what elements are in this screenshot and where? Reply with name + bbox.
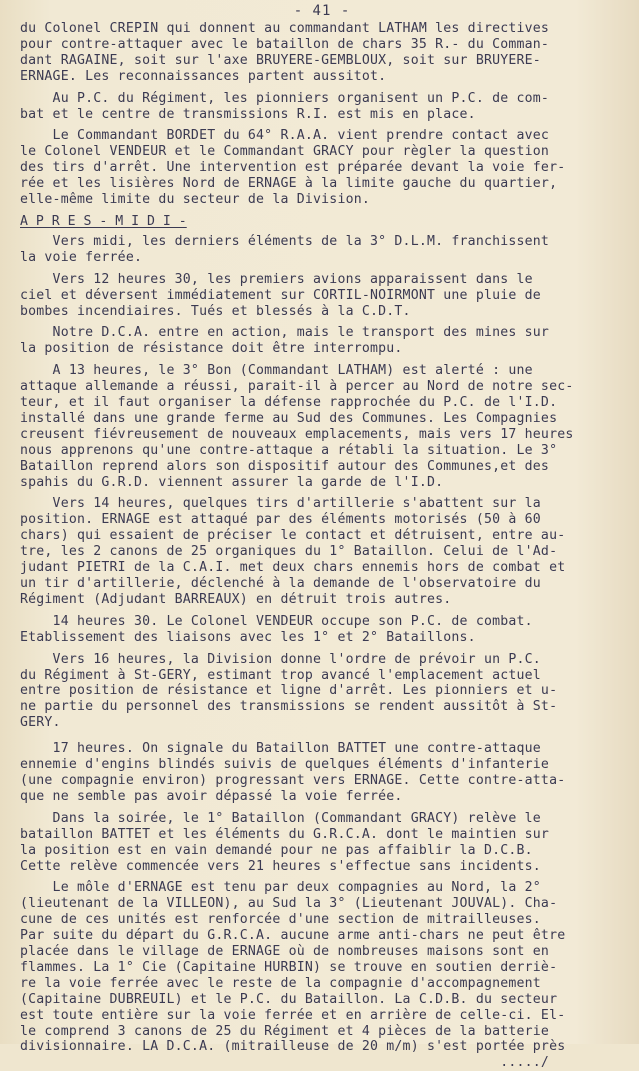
text-line: A 13 heures, le 3° Bon (Commandant LATHAM) est alerté : une bbox=[20, 363, 533, 379]
text-line: ciel et déversent immédiatement sur CORTIL-NOIRMONT une pluie de bbox=[20, 287, 541, 303]
text-line: ennemie d'engins blindés suivis de quelques éléments d'infanterie bbox=[20, 757, 550, 773]
text-line: flammes. La 1° Cie (Capitaine HURBIN) se trouve en soutien derriè- bbox=[20, 959, 558, 975]
text-line: des tirs d'arrêt. Une intervention est préparée devant la voie fer- bbox=[20, 160, 566, 176]
text-line: Vers 12 heures 30, les premiers avions apparaissent dans le bbox=[20, 271, 533, 287]
text-line: Etablissement des liaisons avec les 1° et 2° Bataillons. bbox=[20, 629, 476, 645]
text-line: est toute entière sur la voie ferrée et en arrière de celle-ci. El- bbox=[20, 1007, 566, 1023]
text-line: re la voie ferrée avec le reste de la compagnie d'accompagnement bbox=[20, 975, 541, 991]
section-heading: A P R E S - M I D I - bbox=[20, 213, 187, 229]
page-number: - 41 - bbox=[293, 3, 351, 19]
paragraph bbox=[20, 128, 624, 208]
text-line: la position de résistance doit être interrompu. bbox=[20, 341, 403, 357]
text-line: bat et le centre de transmissions R.I. est mis en place. bbox=[20, 106, 476, 122]
text-line: du Régiment à St-GERY, estimant trop avancé l'emplacement actuel bbox=[20, 667, 541, 683]
text-line: elle-même limite du secteur de la Division. bbox=[20, 192, 371, 208]
text-line: judant PIETRI de la C.A.I. met deux chars ennemis hors de combat et bbox=[20, 560, 566, 576]
text-line: Vers 16 heures, la Division donne l'ordre de prévoir un P.C. bbox=[20, 651, 541, 667]
text-line: le comprend 3 canons de 25 du Régiment et 4 pièces de la batterie bbox=[20, 1023, 550, 1039]
text-line: placée dans le village de ERNAGE où de nombreuses maisons sont en bbox=[20, 944, 550, 960]
text-line: creusent fiévreusement de nouveaux emplacements, mais vers 17 heures bbox=[20, 426, 574, 442]
paragraph bbox=[20, 272, 624, 320]
text-line: cune de ces unités est renforcée d'une section de mitrailleuses. bbox=[20, 912, 541, 928]
text-line: divisionnaire. LA D.C.A. (mitrailleuse de 20 m/m) s'est portée près bbox=[20, 1039, 566, 1055]
paragraph bbox=[20, 880, 624, 1071]
text-line: Le Commandant BORDET du 64° R.A.A. vient prendre contact avec bbox=[20, 128, 550, 144]
text-line: installé dans une grande ferme au Sud des Communes. Les Compagnies bbox=[20, 410, 558, 426]
text-line: spahis du G.R.D. viennent assurer la garde de l'I.D. bbox=[20, 474, 444, 490]
text-line: 17 heures. On signale du Bataillon BATTET une contre-attaque bbox=[20, 741, 541, 757]
text-line: chars) qui essaient de préciser le contact et détruisent, entre au- bbox=[20, 528, 566, 544]
paragraph bbox=[20, 741, 624, 805]
text-line: Vers midi, les derniers éléments de la 3° D.L.M. franchissent bbox=[20, 233, 550, 249]
text-line: rée et les lisières Nord de ERNAGE à la limite gauche du quartier, bbox=[20, 176, 558, 192]
text-line: la position est en vain demandé pour ne pas affaiblir la D.C.B. bbox=[20, 842, 533, 858]
text-line: le Colonel VENDEUR et le Commandant GRACY pour règler la question bbox=[20, 144, 550, 160]
text-line: que ne semble pas avoir dépassé la voie ferrée. bbox=[20, 788, 403, 804]
text-line: (une compagnie environ) progressant vers ERNAGE. Cette contre-atta- bbox=[20, 772, 566, 788]
paragraph bbox=[20, 91, 624, 123]
text-line: la voie ferrée. bbox=[20, 249, 143, 265]
text-line: (Capitaine DUBREUIL) et le P.C. du Bataillon. La C.D.B. du secteur bbox=[20, 991, 558, 1007]
text-line: ERNAGE. Les reconnaissances partent aussitot. bbox=[20, 68, 387, 84]
text-line: Dans la soirée, le 1° Bataillon (Commandant GRACY) relève le bbox=[20, 810, 541, 826]
text-line: Notre D.C.A. entre en action, mais le transport des mines sur bbox=[20, 325, 550, 341]
text-line: bombes incendiaires. Tués et blessés à la C.D.T. bbox=[20, 303, 411, 319]
text-line: Vers 14 heures, quelques tirs d'artillerie s'abattent sur la bbox=[20, 496, 541, 512]
paragraph bbox=[20, 652, 624, 732]
text-line: (lieutenant de la VILLEON), au Sud la 3° (Lieutenant JOUVAL). Cha- bbox=[20, 896, 558, 912]
text-line: ne partie du personnel des transmissions se rendent aussitôt à St- bbox=[20, 699, 558, 715]
text-line: position. ERNAGE est attaqué par des éléments motorisés (50 à 60 bbox=[20, 512, 541, 528]
text-line: du Colonel CREPIN qui donnent au commandant LATHAM les directives bbox=[20, 21, 550, 36]
text-line: Bataillon reprend alors son dispositif autour des Communes,et des bbox=[20, 458, 550, 474]
paragraph bbox=[20, 614, 624, 646]
text-line: Au P.C. du Régiment, les pionniers organisent un P.C. de com- bbox=[20, 90, 550, 106]
text-line: GERY. bbox=[20, 715, 61, 731]
paragraph bbox=[20, 234, 624, 266]
text-line: entre position de résistance et ligne d'arrêt. Les pionniers et u- bbox=[20, 683, 558, 699]
paragraph bbox=[20, 363, 624, 490]
paragraph bbox=[20, 325, 624, 357]
text-line: nous apprenons qu'une contre-attaque a rétabli la situation. Le 3° bbox=[20, 442, 558, 458]
text-line: teur, et il faut organiser la défense rapprochée du P.C. de l'I.D. bbox=[20, 395, 558, 411]
text-line: Régiment (Adjudant BARREAUX) en détruit trois autres. bbox=[20, 591, 452, 607]
text-line: bataillon BATTET et les éléments du G.R.C.A. dont le maintien sur bbox=[20, 826, 550, 842]
text-line: tre, les 2 canons de 25 organiques du 1° Bataillon. Celui de l'Ad- bbox=[20, 544, 558, 560]
text-line: un tir d'artillerie, déclenché à la demande de l'observatoire du bbox=[20, 576, 541, 591]
text-line: Cette relève commencée vers 21 heures s'effectue sans incidents. bbox=[20, 858, 541, 874]
paragraph bbox=[20, 496, 624, 607]
text-line: pour contre-attaquer avec le bataillon de chars 35 R.- du Comman- bbox=[20, 36, 550, 52]
text-line: attaque allemande a réussi, parait-il à percer au Nord de notre sec- bbox=[20, 379, 574, 395]
text-line: dant RAGAINE, soit sur l'axe BRUYERE-GEMBLOUX, soit sur BRUYERE- bbox=[20, 52, 541, 68]
text-line: ...../ bbox=[20, 1055, 550, 1071]
paragraph bbox=[20, 811, 624, 875]
text-line: Le môle d'ERNAGE est tenu par deux compagnies au Nord, la 2° bbox=[20, 880, 541, 896]
document-body bbox=[20, 21, 624, 1071]
text-line: Par suite du départ du G.R.C.A. aucune arme anti-chars ne peut être bbox=[20, 928, 566, 944]
text-line: 14 heures 30. Le Colonel VENDEUR occupe son P.C. de combat. bbox=[20, 613, 533, 629]
paragraph bbox=[20, 21, 624, 85]
